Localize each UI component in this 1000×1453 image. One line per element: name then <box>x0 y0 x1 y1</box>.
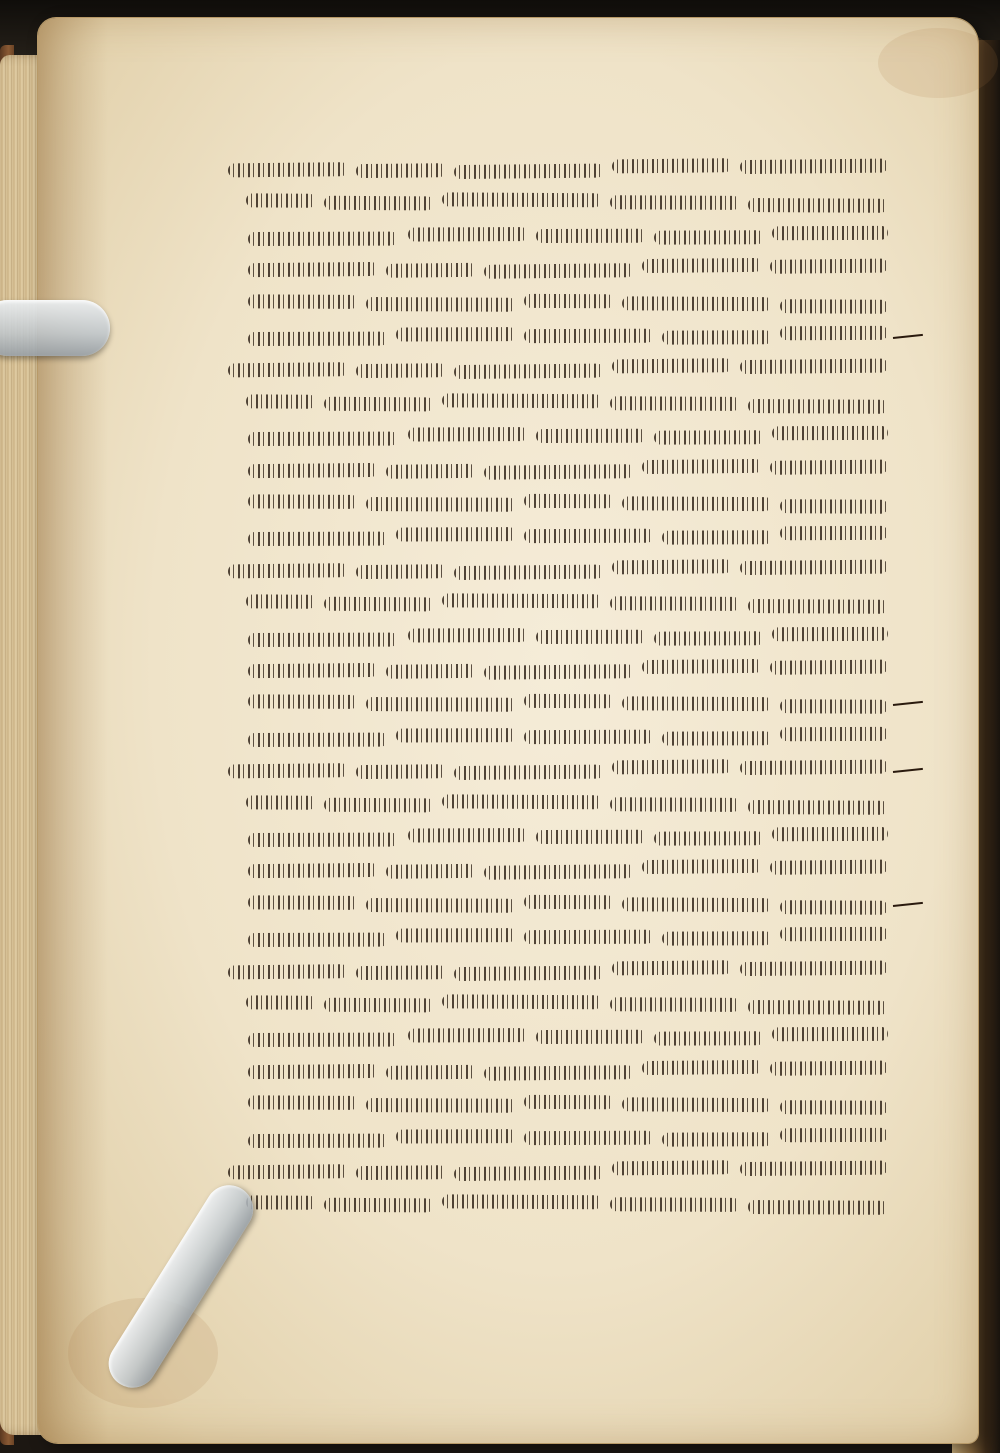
ink-word <box>248 1096 358 1111</box>
ink-word <box>386 664 476 679</box>
ink-word <box>454 564 604 580</box>
ink-word <box>536 830 646 844</box>
ink-word <box>610 1198 740 1213</box>
ink-word <box>642 458 762 473</box>
ink-word <box>642 659 762 674</box>
ink-word <box>396 528 516 542</box>
ink-word <box>356 564 446 579</box>
ink-word <box>248 833 398 848</box>
ink-word <box>524 1095 614 1109</box>
ink-word <box>356 163 446 178</box>
ink-word <box>248 632 398 647</box>
ink-word <box>524 895 614 909</box>
ink-word <box>612 960 732 975</box>
manuscript-line <box>228 286 888 321</box>
ink-word <box>740 960 888 976</box>
manuscript-line <box>228 320 888 354</box>
manuscript-line <box>228 1052 888 1091</box>
ink-word <box>780 927 888 941</box>
ink-word <box>662 330 772 344</box>
manuscript-line <box>228 220 888 254</box>
ink-word <box>408 227 528 241</box>
ink-word <box>780 700 888 715</box>
ink-word <box>772 827 888 841</box>
ink-word <box>748 1200 888 1215</box>
paper-stain <box>878 28 998 98</box>
ink-word <box>248 494 358 509</box>
ink-word <box>454 965 604 981</box>
manuscript-line <box>228 921 888 955</box>
ink-word <box>366 297 516 312</box>
ink-word <box>524 529 654 543</box>
ink-word <box>770 660 888 675</box>
ink-word <box>780 1127 888 1141</box>
handwritten-text-block <box>228 154 908 1224</box>
ink-word <box>654 631 764 645</box>
ink-word <box>228 1164 348 1179</box>
ink-word <box>442 393 602 408</box>
ink-word <box>324 397 434 412</box>
ink-word <box>484 664 634 680</box>
ink-word <box>408 427 528 441</box>
ink-word <box>454 164 604 180</box>
ink-word <box>246 795 316 809</box>
ink-word <box>622 697 772 712</box>
ink-word <box>356 965 446 980</box>
manuscript-line <box>228 486 888 521</box>
ink-word <box>246 394 316 408</box>
ink-word <box>442 1195 602 1210</box>
ink-word <box>780 900 888 915</box>
ink-word <box>612 1160 732 1175</box>
ink-word <box>396 728 516 742</box>
ink-word <box>748 599 888 614</box>
page-clip-left[interactable] <box>0 300 110 356</box>
ink-word <box>386 463 476 478</box>
ink-word <box>248 1133 388 1147</box>
ink-word <box>442 794 602 809</box>
ink-word <box>228 162 348 177</box>
ink-word <box>228 363 348 378</box>
manuscript-line <box>228 887 888 922</box>
ink-word <box>740 559 888 575</box>
ink-word <box>524 694 614 708</box>
ink-word <box>748 399 888 414</box>
ink-word <box>610 997 740 1012</box>
ink-word <box>386 864 476 879</box>
ink-word <box>536 429 646 443</box>
ink-word <box>228 563 348 578</box>
ink-word <box>228 964 348 979</box>
ink-word <box>536 228 646 242</box>
ink-word <box>662 1132 772 1146</box>
ink-word <box>248 732 388 746</box>
manuscript-line <box>228 620 888 654</box>
ink-word <box>248 294 358 309</box>
ink-word <box>780 299 888 314</box>
ink-word <box>248 532 388 546</box>
manuscript-line <box>228 687 888 722</box>
ink-word <box>622 897 772 912</box>
ink-word <box>524 494 614 508</box>
ink-word <box>780 526 888 540</box>
ink-word <box>484 263 634 279</box>
ink-word <box>484 865 634 881</box>
ink-word <box>396 928 516 942</box>
ink-word <box>366 697 516 712</box>
ink-word <box>780 499 888 514</box>
ink-word <box>454 364 604 380</box>
ink-word <box>642 258 762 273</box>
ink-word <box>642 1060 762 1075</box>
ink-word <box>524 293 614 307</box>
ink-word <box>770 259 888 274</box>
manuscript-line <box>228 586 888 621</box>
ink-word <box>324 597 434 612</box>
ink-word <box>454 765 604 781</box>
ink-word <box>654 230 764 244</box>
ink-word <box>396 1129 516 1143</box>
manuscript-line <box>228 186 888 221</box>
ink-word <box>248 262 378 277</box>
ink-word <box>246 194 316 208</box>
ink-word <box>740 760 888 776</box>
ink-word <box>248 933 388 947</box>
ink-word <box>524 1130 654 1144</box>
manuscript-line <box>228 451 888 490</box>
ink-word <box>454 1166 604 1182</box>
ink-word <box>662 731 772 745</box>
ink-word <box>324 797 434 812</box>
ink-word <box>386 263 476 278</box>
ink-word <box>408 628 528 642</box>
ink-word <box>748 800 888 815</box>
ink-word <box>654 1032 764 1046</box>
manuscript-line <box>228 652 888 691</box>
manuscript-line <box>228 787 888 822</box>
ink-word <box>748 198 888 213</box>
ink-word <box>772 1027 888 1041</box>
ink-word <box>740 359 888 375</box>
ink-word <box>662 531 772 545</box>
ink-word <box>536 1030 646 1044</box>
ink-word <box>654 831 764 845</box>
ink-word <box>366 1098 516 1113</box>
ink-word <box>524 329 654 343</box>
ink-word <box>408 1028 528 1042</box>
ink-word <box>248 1064 378 1079</box>
ink-word <box>248 695 358 710</box>
manuscript-line <box>228 420 888 454</box>
ink-word <box>324 1198 434 1213</box>
ink-word <box>770 1060 888 1075</box>
ink-word <box>356 364 446 379</box>
ink-word <box>246 1196 316 1210</box>
ink-word <box>770 459 888 474</box>
ink-word <box>248 663 378 678</box>
ink-word <box>772 226 888 240</box>
manuscript-line <box>228 1021 888 1055</box>
ink-word <box>610 196 740 211</box>
ink-word <box>356 1165 446 1180</box>
ink-word <box>484 464 634 480</box>
ink-word <box>248 231 398 246</box>
ink-word <box>386 1065 476 1080</box>
page-gutter-shadow <box>38 18 108 1443</box>
ink-word <box>740 1161 888 1177</box>
ink-word <box>442 594 602 609</box>
ink-word <box>622 1098 772 1113</box>
ink-word <box>612 559 732 574</box>
ink-word <box>484 1065 634 1081</box>
manuscript-line <box>228 1188 888 1223</box>
ink-word <box>248 895 358 910</box>
ink-word <box>772 626 888 640</box>
manuscript-line <box>228 852 888 891</box>
ink-word <box>396 327 516 341</box>
manuscript-line <box>228 551 888 590</box>
ink-word <box>780 727 888 741</box>
ink-word <box>740 159 888 175</box>
ink-word <box>228 763 348 778</box>
manuscript-line <box>228 821 888 855</box>
ink-word <box>642 859 762 874</box>
ink-word <box>324 196 434 211</box>
ink-word <box>612 359 732 374</box>
ink-word <box>622 496 772 511</box>
ink-word <box>612 759 732 774</box>
ink-word <box>662 931 772 945</box>
ink-word <box>366 898 516 913</box>
ink-word <box>748 1000 888 1015</box>
ink-word <box>366 497 516 512</box>
manuscript-line <box>228 1087 888 1122</box>
ink-word <box>780 1100 888 1115</box>
manuscript-line <box>228 251 888 290</box>
ink-word <box>248 462 378 477</box>
manuscript-line <box>228 721 888 755</box>
manuscript-line <box>228 752 888 791</box>
manuscript-line <box>228 520 888 554</box>
manuscript-line <box>228 151 888 190</box>
ink-word <box>442 994 602 1009</box>
ink-word <box>408 828 528 842</box>
ink-word <box>612 158 732 173</box>
ink-word <box>248 1033 398 1048</box>
ink-word <box>442 193 602 208</box>
ink-word <box>780 326 888 340</box>
ink-word <box>248 863 378 878</box>
manuscript-line <box>228 952 888 991</box>
ink-word <box>610 396 740 411</box>
ink-word <box>246 995 316 1009</box>
ink-word <box>654 430 764 444</box>
manuscript-line <box>228 1153 888 1192</box>
ink-word <box>536 629 646 643</box>
ink-word <box>248 432 398 447</box>
ink-word <box>770 860 888 875</box>
ink-word <box>246 595 316 609</box>
ink-word <box>356 764 446 779</box>
ink-word <box>324 998 434 1013</box>
ink-word <box>524 930 654 944</box>
manuscript-line <box>228 386 888 421</box>
manuscript-line <box>228 987 888 1022</box>
ink-word <box>248 332 388 346</box>
manuscript-line <box>228 1121 888 1155</box>
ink-word <box>622 296 772 311</box>
manuscript-line <box>228 351 888 390</box>
ink-word <box>524 729 654 743</box>
ink-word <box>610 797 740 812</box>
ink-word <box>772 426 888 440</box>
ink-word <box>610 596 740 611</box>
